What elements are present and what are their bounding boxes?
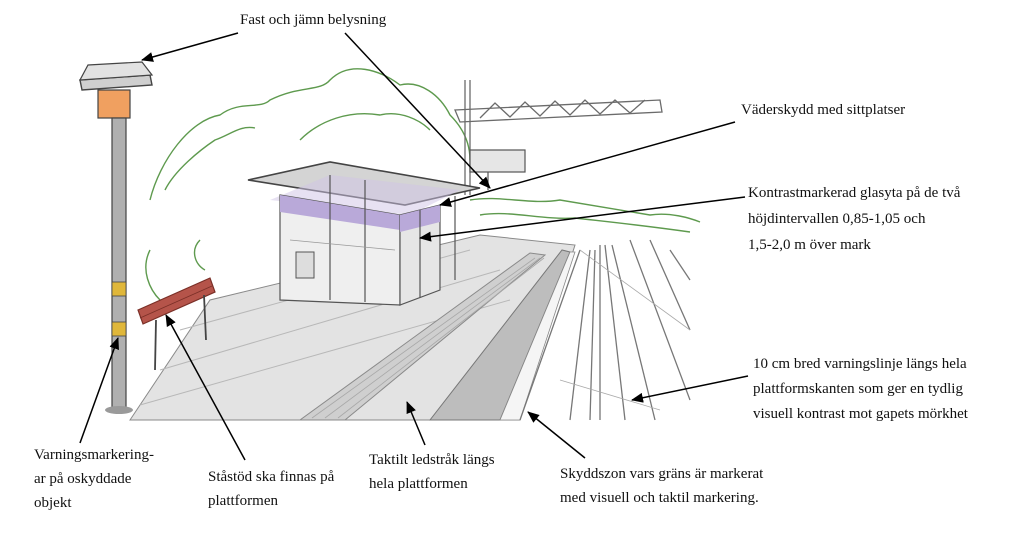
arrow-safety-zone <box>528 412 585 458</box>
label-safety-zone: Skyddszon vars gräns är markerat med visuell och taktil markering. <box>560 466 764 506</box>
lamp-post <box>80 62 152 414</box>
label-warning-line: 10 cm bred varningslinje längs hela plattformskanten som ger en tydlig visuell kontrast mot gapets mörkhet <box>753 356 968 422</box>
label-standing-support: Ståstöd ska finnas på plattformen <box>208 469 335 509</box>
label-contrast-glass: Kontrastmarkerad glasyta på de två höjdintervallen 0,85-1,05 och 1,5-2,0 m över mark <box>748 185 961 253</box>
arrow-lighting-sign <box>345 33 490 188</box>
label-tactile-path: Taktilt ledstråk längs hela plattformen <box>369 452 495 492</box>
arrow-warning-line <box>632 376 748 400</box>
crane <box>455 80 662 195</box>
arrow-lighting <box>142 33 238 60</box>
label-weather-shelter: Väderskydd med sittplatser <box>741 102 906 118</box>
label-warning-markings-objects: Varningsmarkering- ar på oskyddade objekt <box>34 447 154 511</box>
label-lighting: Fast och jämn belysning <box>240 12 387 28</box>
